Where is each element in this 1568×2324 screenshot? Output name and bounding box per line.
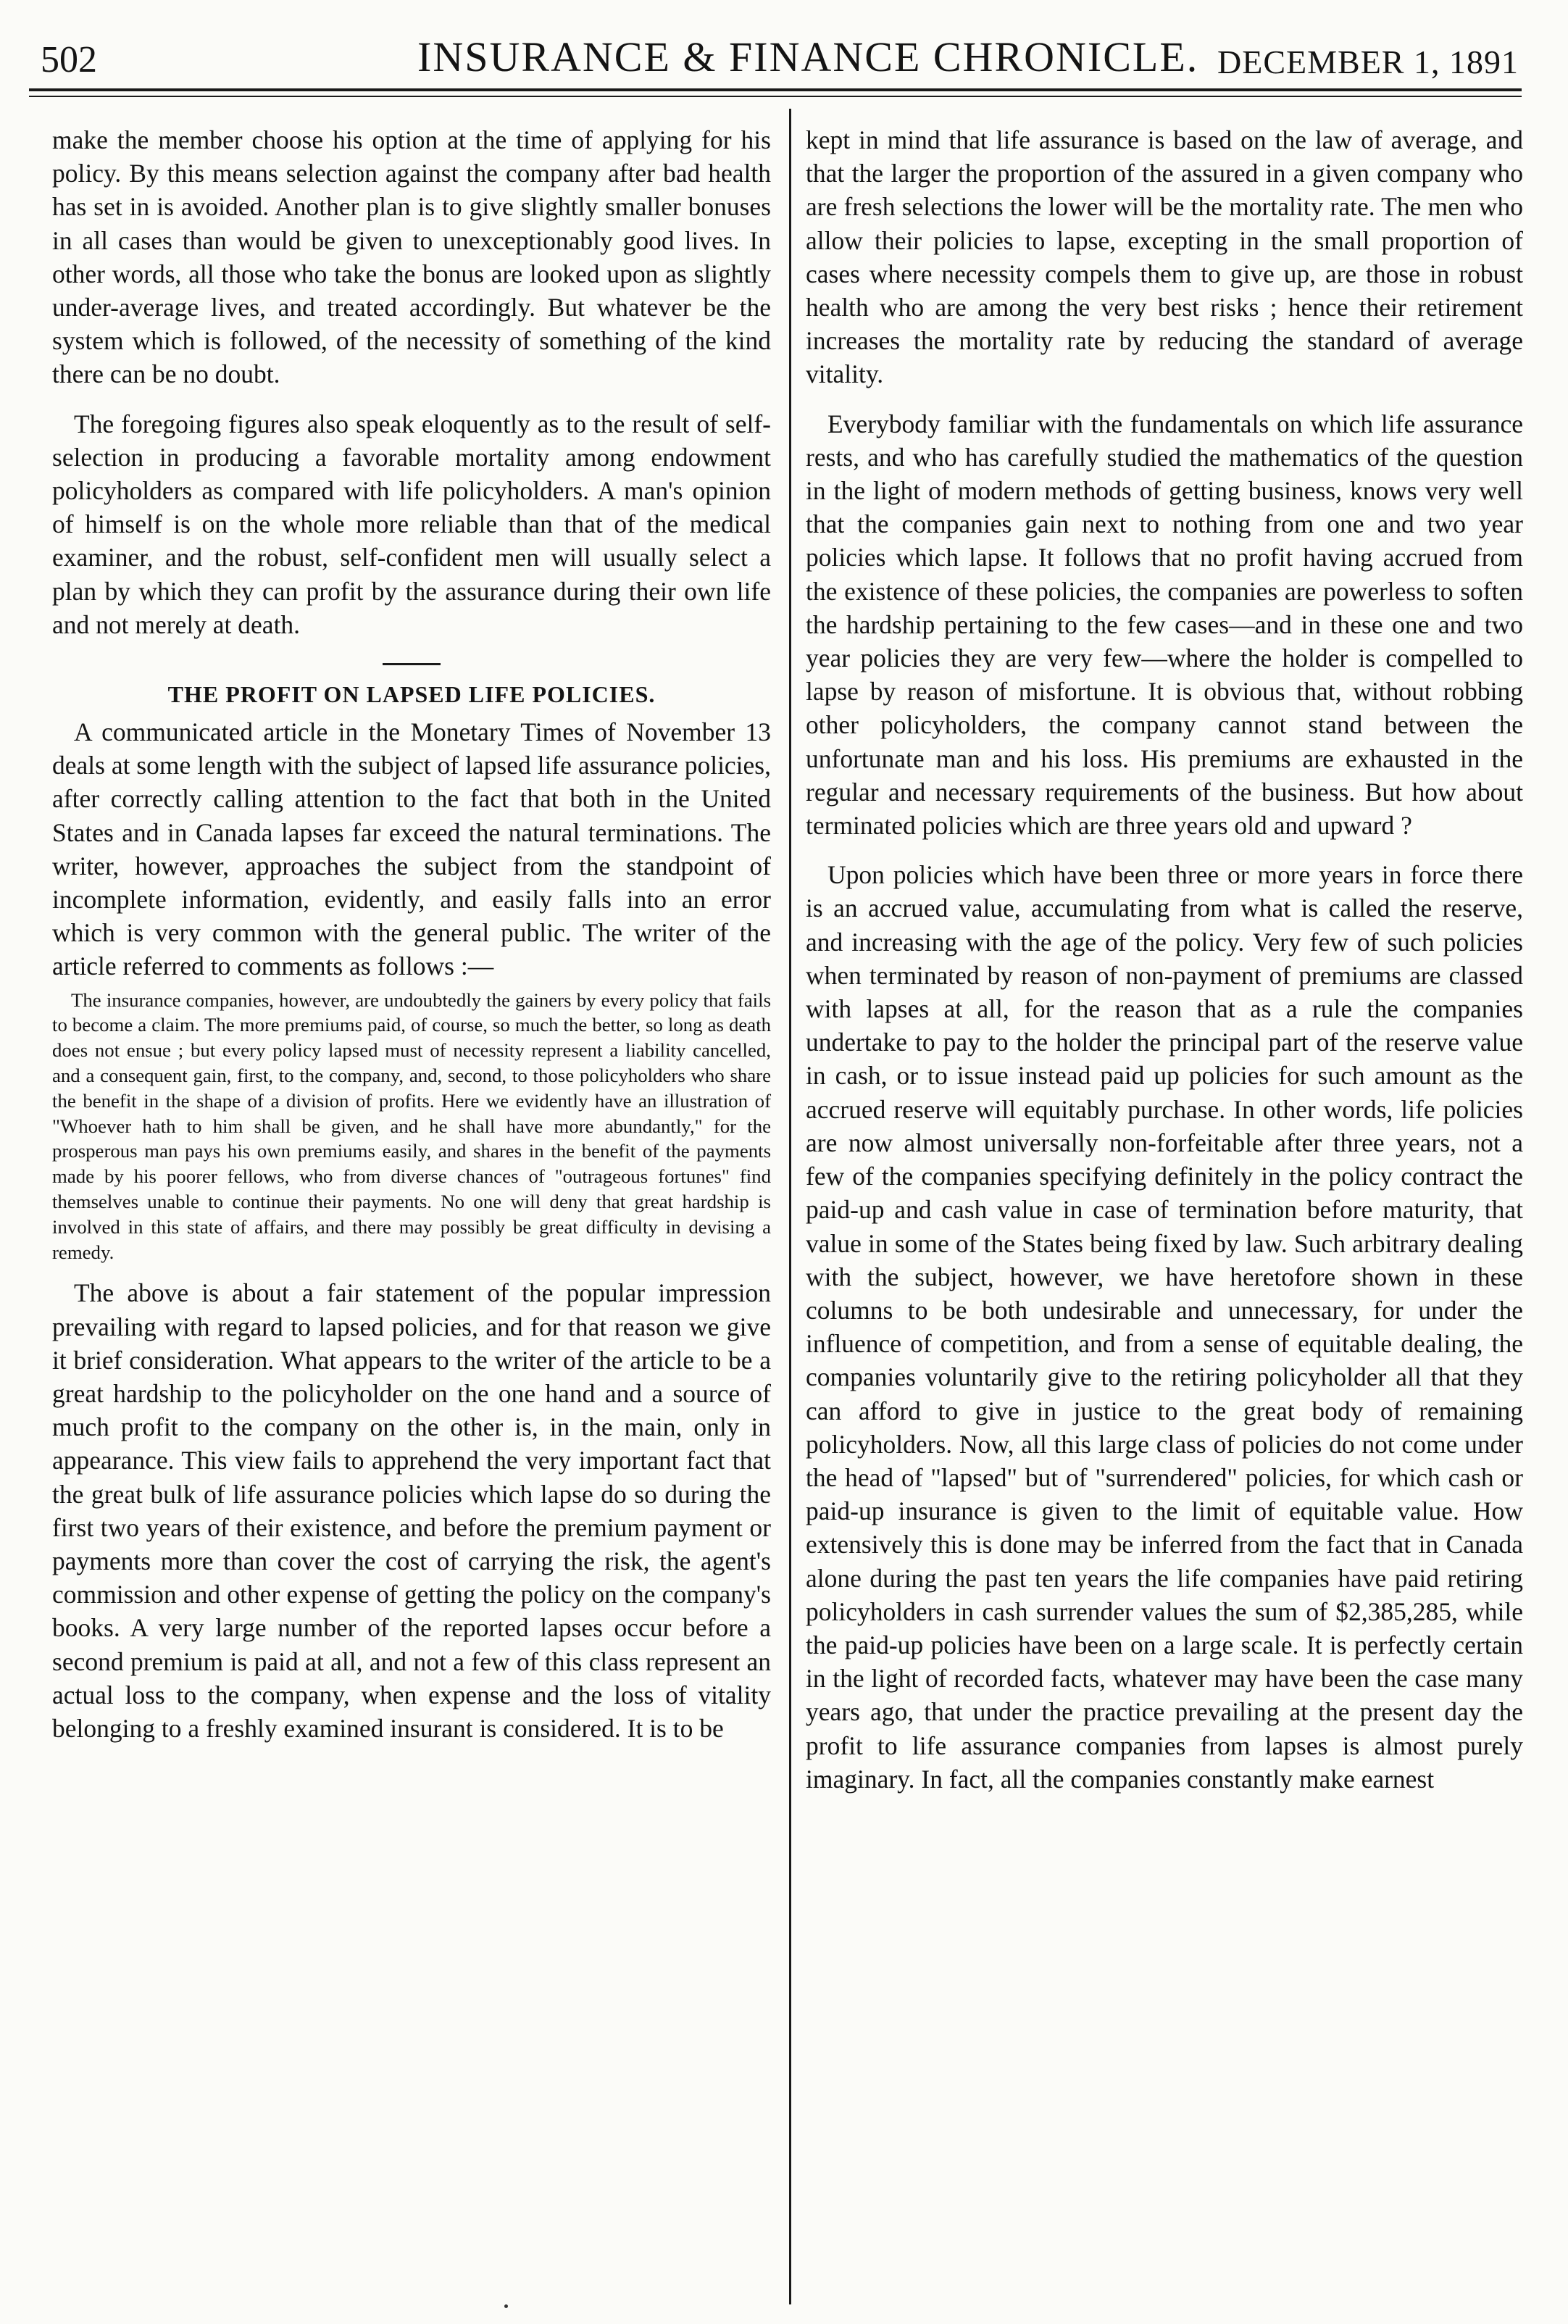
printer-mark bbox=[504, 2304, 508, 2308]
right-paragraph-2: Everybody familiar with the fundamentals on which life assurance rests, and who has carefully studied the mathematics of the question in the light of modern methods of getting business, knows very well that the companies gain next to nothing from one and two year policies which lapse. It follows that no profit having accrued from the existence of these policies, the companies are powerless to soften the hardship pertaining to the few cases—and in these one and two year policies they are very few—where the holder is compelled to lapse by reason of misfortune. It is obvious that, without robbing other policyholders, the company cannot stand between the unfortunate man and his loss. His premiums are exhausted in the regular and necessary requirements of the business. But how about terminated policies which are three years old and upward ? bbox=[806, 409, 1523, 841]
left-column bbox=[52, 123, 771, 1745]
right-paragraph-3: Upon policies which have been three or more years in force there is an accrued value, accumulating from what is called the reserve, and increasing with the age of the policy. Very few of such policies when terminated by reason of non-payment of premiums are classed with lapses at all, for the reason that as a rule the companies undertake to pay to the holder the principal part of the reserve value in cash, or to issue instead paid up policies for such amount as the accrued reserve will equitably purchase. In other words, life policies are now almost universally non-forfeitable after three years, not a few of the companies specifying definitely in the policy contract the paid-up and cash value in case of termination before maturity, that value in some of the States being fixed by law. Such arbitrary dealing with the subject, however, we have heretofore shown in these columns to be both undesirable and unnecessary, for under the influence of competition, and from a sense of equitable dealing, the companies voluntarily give to the retiring policyholder all that they can afford to give in justice to the great body of remaining policyholders. Now, all this large class of policies do not come under the head of "lapsed" but of "surrendered" policies, for which cash or paid-up insurance is given to the limit of equitable value. How extensively this is done may be inferred from the fact that in Canada alone during the past ten years the life companies have paid retiring policyholders in cash surrender values the sum of $2,385,285, while the paid-up policies have been on a large scale. It is perfectly certain in the light of recorded facts, whatever may have been the case many years ago, that under the practice prevailing at the present day the profit to life assurance companies from lapses is almost purely imaginary. In fact, all the companies constantly make earnest bbox=[806, 860, 1523, 1794]
page-number: 502 bbox=[41, 39, 97, 80]
left-paragraph-4: The above is about a fair statement of the popular impression prevailing with regard to lapsed policies, and for that reason we give it brief consideration. What appears to the writer of the article to be a great hardship to the policyholder on the one hand and a source of much profit to the company on the other is, in the main, only in appearance. This view fails to apprehend the very important fact that the great bulk of life assurance policies which lapse do so during the first two years of their existence, and before the premium payment or payments more than cover the cost of carrying the risk, the agent's commission and other expense of getting the policy on the company's books. A very large number of the reported lapses occur before a second premium is paid at all, and not a few of this class represent an actual loss to the company, when expense and the loss of vitality belonging to a freshly examined insurant is considered. It is to be bbox=[52, 1278, 771, 1744]
left-paragraph-1: make the member choose his option at the time of applying for his policy. By this means selection against the company after bad health has set in is avoided. Another plan is to give slightly smaller bonuses in all cases than would be given to unexceptionably good lives. In other words, all those who take the bonus are looked upon as slightly under-average lives, and treated accordingly. But whatever be the system which is followed, of the necessity of something of the kind there can be no doubt. bbox=[52, 125, 771, 389]
issue-date: DECEMBER 1, 1891 bbox=[1217, 43, 1519, 80]
column-divider bbox=[789, 109, 791, 2304]
block-quote: The insurance companies, however, are undoubtedly the gainers by every policy that fails to become a claim. The more premiums paid, of course, so much the better, so long as death does not ensue ; but every policy lapsed must of necessity represent a liability cancelled, and a consequent gain, first, to the company, and, second, to those policyholders who share the benefit in the shape of a division of profits. Here we evidently have an illustration of "Whoever hath to him shall be given, and he shall have more abundantly," for the prosperous man pays his own premiums easily, and shares in the benefit of the payments made by his poorer fellows, who from diverse chances of "outrageous fortunes" find themselves unable to continue their payments. No one will deny that great hardship is involved in this state of affairs, and there may possibly be great difficulty in devising a remedy. bbox=[52, 988, 771, 1263]
section-divider bbox=[383, 663, 441, 665]
page-header bbox=[41, 32, 1519, 87]
header-rule-thin bbox=[29, 96, 1522, 97]
section-heading: THE PROFIT ON LAPSED LIFE POLICIES. bbox=[167, 681, 656, 708]
left-paragraph-2: The foregoing figures also speak eloquently as to the result of self-selection in producing a favorable mortality among endowment policyholders as compared with life policyholders. A man's opinion of himself is on the whole more reliable than that of the medical examiner, and the robust, self-confident men will usually select a plan by which they can profit by the assurance during their own life and not merely at death. bbox=[52, 409, 771, 639]
left-paragraph-3: A communicated article in the Monetary Times of November 13 deals at some length with the subject of lapsed life assurance policies, after correctly calling attention to the fact that both in the United States and in Canada lapses far exceed the natural terminations. The writer, however, approaches the subject from the standpoint of incomplete information, evidently, and easily falls into an error which is very common with the general public. The writer of the article referred to comments as follows :— bbox=[52, 717, 771, 981]
journal-title: INSURANCE & FINANCE CHRONICLE. bbox=[417, 33, 1199, 80]
right-paragraph-1: kept in mind that life assurance is based on the law of average, and that the larger the proportion of the assured in a given company who are fresh selections the lower will be the mortality rate. The men who allow their policies to lapse, excepting in the small proportion of cases where necessity compels them to give up, are those in robust health who are among the very best risks ; hence their retirement increases the mortality rate by reducing the standard of average vitality. bbox=[806, 125, 1523, 389]
right-column bbox=[806, 123, 1523, 1796]
header-rule bbox=[29, 88, 1522, 91]
